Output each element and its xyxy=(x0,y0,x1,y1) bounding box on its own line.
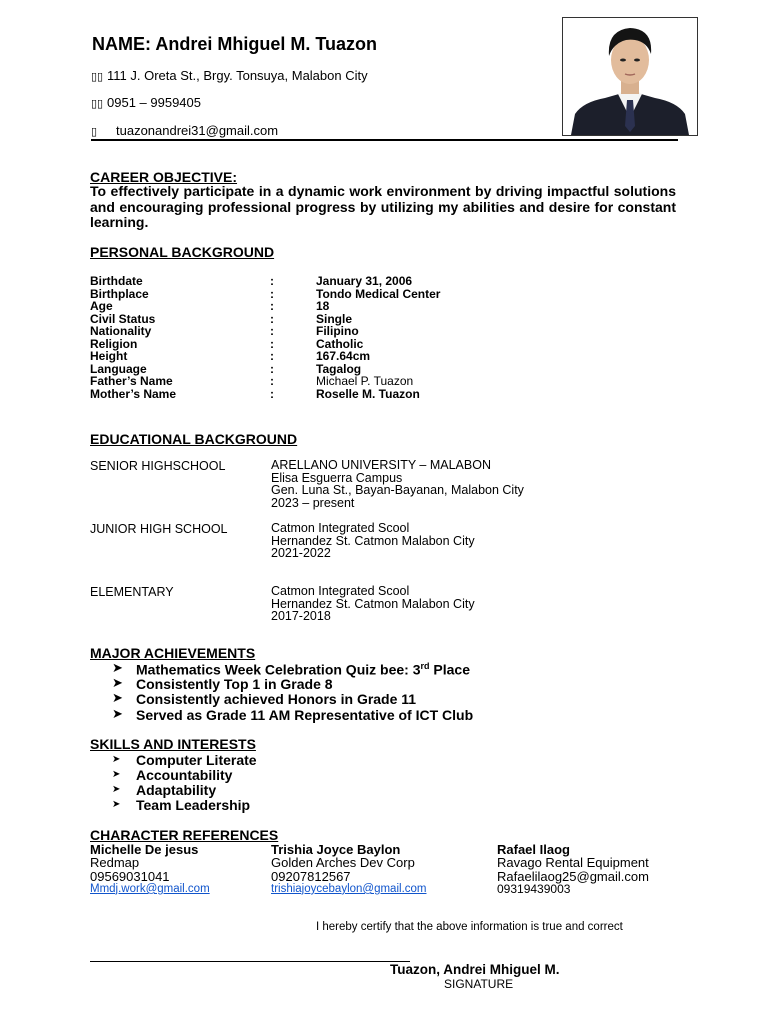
achievement-first-prefix: Mathematics Week Celebration Quiz bee: 3 xyxy=(136,661,421,678)
address-line xyxy=(91,68,368,83)
arrow-bullet-icon: ➤ xyxy=(112,769,121,780)
arrow-bullet-icon: ➤ xyxy=(112,707,123,722)
achievement-text: Consistently achieved Honors in Grade 11 xyxy=(136,691,417,707)
personal-separator: : xyxy=(270,299,274,313)
reference-phone: 09207812567 xyxy=(271,868,351,884)
reference-email-link[interactable]: trishiajoycebaylon@gmail.com xyxy=(271,882,427,895)
reference-card xyxy=(497,843,649,896)
reference-phone: 09569031041 xyxy=(90,868,170,884)
personal-value: January 31, 2006 xyxy=(316,274,413,288)
skill-text: Computer Literate xyxy=(136,752,257,768)
personal-value: Catholic xyxy=(316,336,364,351)
personal-background-heading: PERSONAL BACKGROUND xyxy=(90,244,275,260)
edu-line: Hernandez St. Catmon Malabon City xyxy=(271,533,475,548)
personal-label: Birthdate xyxy=(90,274,143,288)
signature-name: Tuazon, Andrei Mhiguel M. xyxy=(390,962,560,977)
arrow-bullet-icon: ➤ xyxy=(112,676,123,691)
achievement-text: Served as Grade 11 AM Representative of ICT Club xyxy=(136,707,474,723)
personal-label: Religion xyxy=(90,336,138,351)
phone-icon: ▯▯ xyxy=(91,97,104,110)
edu-line: 2021-2022 xyxy=(271,546,331,561)
career-objective-text: To effectively participate in a dynamic work environment by driving impactful solutions and encouraging professional progress by utilizing my abilities and desire for constant learning. xyxy=(90,183,676,230)
reference-name: Michelle De jesus xyxy=(90,842,199,857)
personal-separator: : xyxy=(270,361,274,376)
personal-label: Language xyxy=(90,361,147,376)
reference-company: Ravago Rental Equipment xyxy=(497,855,649,871)
career-objective-heading: CAREER OBJECTIVE: xyxy=(90,169,238,185)
edu-line: Gen. Luna St., Bayan-Bayanan, Malabon City xyxy=(271,483,524,498)
edu-line: 2023 – present xyxy=(271,496,355,511)
edu-line: Catmon Integrated Scool xyxy=(271,584,410,598)
educational-background-heading: EDUCATIONAL BACKGROUND xyxy=(90,431,298,447)
reference-card xyxy=(271,843,427,896)
profile-photo-graphic xyxy=(563,18,697,135)
header-divider xyxy=(91,139,678,141)
address-text: 111 J. Oreta St., Brgy. Tonsuya, Malabon City xyxy=(107,68,368,83)
email-text: tuazonandrei31@gmail.com xyxy=(116,123,279,138)
reference-email: Rafaelilaog25@gmail.com xyxy=(497,868,649,884)
reference-phone: 09319439003 xyxy=(497,881,571,896)
personal-separator: : xyxy=(270,286,274,301)
edu-level-elementary: ELEMENTARY xyxy=(90,585,174,599)
profile-photo xyxy=(562,17,698,136)
arrow-bullet-icon: ➤ xyxy=(112,784,121,795)
personal-label: Mother’s Name xyxy=(90,386,177,401)
personal-value: 18 xyxy=(316,299,330,313)
arrow-bullet-icon: ➤ xyxy=(112,799,121,810)
home-icon: ▯▯ xyxy=(91,70,104,83)
reference-company: Redmap xyxy=(90,855,140,871)
personal-separator: : xyxy=(270,274,274,288)
arrow-bullet-icon: ➤ xyxy=(112,691,123,706)
edu-level-junior-high: JUNIOR HIGH SCHOOL xyxy=(90,522,228,536)
certification-statement: I hereby certify that the above information is true and correct xyxy=(316,921,623,933)
reference-card xyxy=(90,843,210,896)
personal-separator: : xyxy=(270,349,274,363)
achievement-first-sup: rd xyxy=(420,661,430,671)
edu-details-senior-high xyxy=(271,459,524,510)
edu-details-junior-high xyxy=(271,522,475,560)
achievement-first-suffix: Place xyxy=(429,661,470,678)
personal-separator: : xyxy=(270,386,274,401)
email-line xyxy=(91,123,278,138)
applicant-name: NAME: Andrei Mhiguel M. Tuazon xyxy=(92,34,377,54)
personal-label: Height xyxy=(90,349,128,363)
phone-text: 0951 – 9959405 xyxy=(107,95,201,110)
reference-email-link[interactable]: Mmdj.work@gmail.com xyxy=(90,882,210,895)
achievement-text: Consistently Top 1 in Grade 8 xyxy=(136,676,333,692)
signature-line xyxy=(90,961,410,962)
reference-name: Trishia Joyce Baylon xyxy=(271,842,401,857)
phone-line xyxy=(91,95,201,110)
personal-value: Single xyxy=(316,311,353,326)
personal-value: Michael P. Tuazon xyxy=(316,374,414,388)
personal-value: 167.64cm xyxy=(316,349,371,363)
reference-company: Golden Arches Dev Corp xyxy=(271,855,415,871)
edu-line: ARELLANO UNIVERSITY – MALABON xyxy=(271,458,491,472)
personal-value: Filipino xyxy=(316,324,359,338)
personal-label: Age xyxy=(90,299,113,313)
edu-details-elementary xyxy=(271,585,475,623)
personal-separator: : xyxy=(270,311,274,326)
skill-text: Team Leadership xyxy=(136,797,251,813)
personal-label: Nationality xyxy=(90,324,152,338)
edu-line: Elisa Esguerra Campus xyxy=(271,470,403,485)
major-achievements-heading: MAJOR ACHIEVEMENTS xyxy=(90,645,256,661)
edu-line: Catmon Integrated Scool xyxy=(271,521,410,535)
personal-value: Roselle M. Tuazon xyxy=(316,386,420,401)
skill-text: Adaptability xyxy=(136,782,217,798)
personal-separator: : xyxy=(270,374,274,388)
edu-line: 2017-2018 xyxy=(271,609,331,624)
personal-label: Birthplace xyxy=(90,286,149,301)
personal-value: Tondo Medical Center xyxy=(316,286,441,301)
skills-interests-heading: SKILLS AND INTERESTS xyxy=(90,736,256,752)
skill-text: Accountability xyxy=(136,767,233,783)
arrow-bullet-icon: ➤ xyxy=(112,754,121,765)
personal-value: Tagalog xyxy=(316,361,362,376)
character-references-heading: CHARACTER REFERENCES xyxy=(90,827,279,843)
personal-label: Civil Status xyxy=(90,311,156,326)
personal-separator: : xyxy=(270,324,274,338)
email-icon: ▯ xyxy=(91,125,98,138)
edu-level-senior-high: SENIOR HIGHSCHOOL xyxy=(90,459,226,473)
arrow-bullet-icon: ➤ xyxy=(112,661,123,676)
reference-name: Rafael Ilaog xyxy=(497,842,570,857)
personal-separator: : xyxy=(270,336,274,351)
edu-line: Hernandez St. Catmon Malabon City xyxy=(271,596,475,611)
signature-label: SIGNATURE xyxy=(444,977,514,991)
personal-label: Father’s Name xyxy=(90,374,173,388)
